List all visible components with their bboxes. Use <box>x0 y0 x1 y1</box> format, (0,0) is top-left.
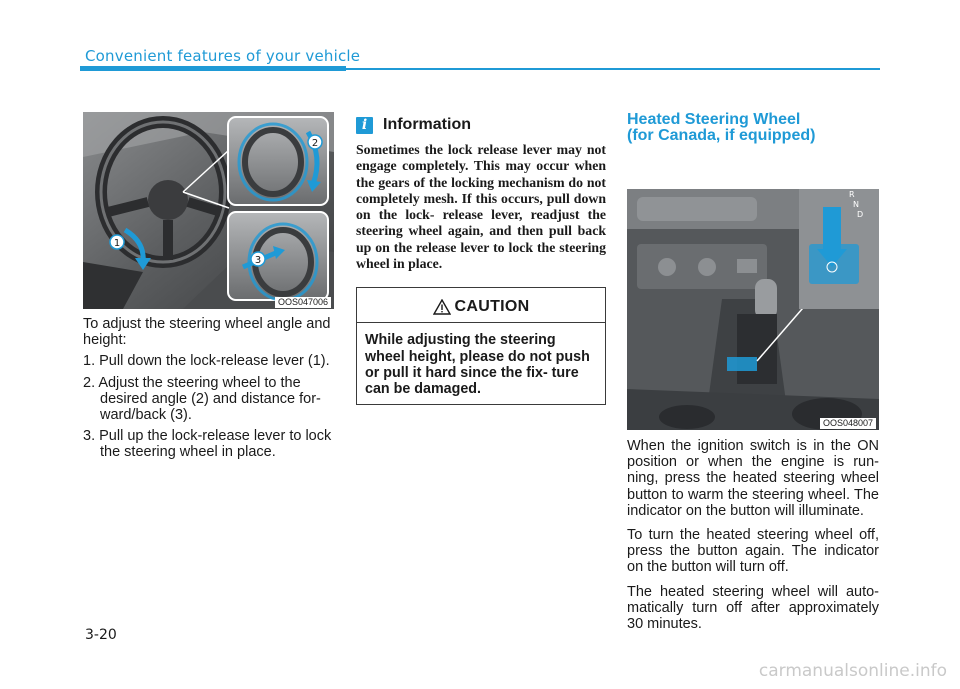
caution-title: CAUTION <box>454 298 530 316</box>
caution-divider <box>357 322 605 323</box>
info-icon: i <box>356 117 373 134</box>
heated-title-line1: Heated Steering Wheel <box>627 111 801 128</box>
heated-paragraph-2: To turn the heated steering wheel off, press the button again. The indicator on the button will turn off. <box>627 527 879 576</box>
page-number: 3-20 <box>85 627 117 643</box>
steering-adjust-column <box>83 112 334 466</box>
information-title: Information <box>383 116 471 133</box>
center-console-illustration <box>627 189 879 430</box>
information-heading <box>356 112 606 138</box>
heated-title-line2: (for Canada, if equipped) <box>627 127 816 144</box>
header-title: Convenient features of your vehicle <box>85 47 361 65</box>
header-rule-thin <box>346 68 880 70</box>
shift-letter-n: N <box>853 200 859 209</box>
adjust-steps <box>83 353 334 460</box>
caution-box <box>356 287 606 405</box>
heated-paragraph-1: When the ignition switch is in the ON position or when the engine is run- ning, press the heated steering wheel button to warm the steering wheel. The indicator on the button will illuminate. <box>627 438 879 519</box>
steering-wheel-figure <box>83 112 334 309</box>
header-rule-thick <box>80 66 346 71</box>
callout-2: 2 <box>311 138 319 149</box>
heated-steering-column <box>627 112 879 632</box>
steering-wheel-illustration <box>83 112 334 309</box>
adjust-step-1: 1. Pull down the lock-release lever (1). <box>83 353 330 370</box>
heated-paragraph-3: The heated steering wheel will auto- matically turn off after approximately 30 minutes. <box>627 583 879 633</box>
caution-heading <box>365 297 597 317</box>
shift-letter-r: R <box>849 190 855 199</box>
adjust-step-2: 2. Adjust the steering wheel to the desired angle (2) and distance for- ward/back (3). <box>83 374 321 424</box>
information-body: Sometimes the lock release lever may not engage completely. This may occur when the gears of the locking mechanism do not completely mesh. If this occurs, pull down on the lock- release lever, readjust the steering wheel again, and then pull back up on the release lever to lock the steering wheel in place. <box>356 142 606 272</box>
callout-3: 3 <box>254 255 262 266</box>
figure-code: OOS048007 <box>820 418 876 429</box>
caution-body: While adjusting the steering wheel height, please do not push or pull it hard since the fix- ture can be damaged. <box>365 332 590 398</box>
shift-letter-d: D <box>857 210 864 219</box>
figure-code: OOS047006 <box>275 297 331 308</box>
watermark: carmanualsonline.info <box>758 661 947 681</box>
callout-1: 1 <box>113 238 121 249</box>
adjust-step-3: 3. Pull up the lock-release lever to lock the steering wheel in place. <box>83 428 332 461</box>
adjust-intro: To adjust the steering wheel angle and height: <box>83 316 331 349</box>
heated-steering-figure <box>627 189 879 430</box>
warning-triangle-icon <box>433 299 451 315</box>
information-column <box>356 112 606 405</box>
